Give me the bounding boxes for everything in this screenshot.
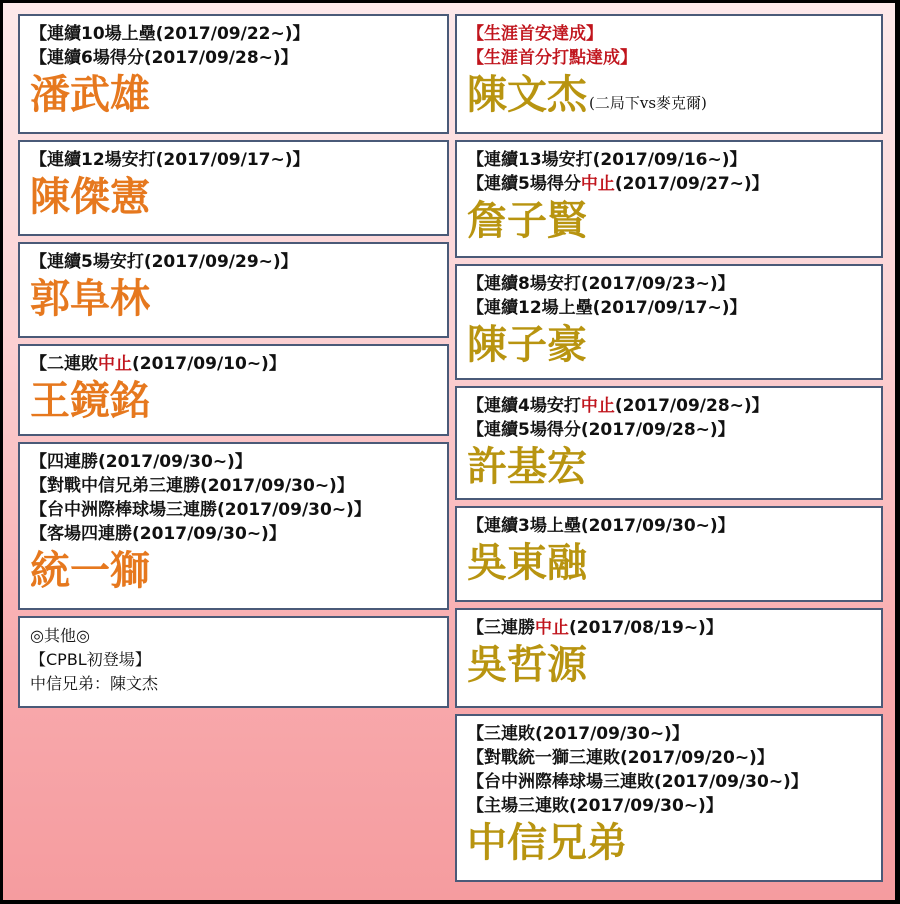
record-text: 【連續5場得分 — [467, 174, 581, 194]
record-card-wang-ching-ming — [18, 344, 449, 436]
record-line — [30, 352, 447, 376]
other-card — [18, 616, 449, 708]
record-card-chan-tzu-hsien — [455, 140, 883, 258]
record-line: 【連續5場得分(2017/09/28~)】 — [467, 420, 735, 440]
stopped-label: 中止 — [580, 174, 615, 194]
record-card-wu-tung-jung — [455, 506, 883, 602]
player-name: 陳傑憲 — [30, 174, 150, 220]
record-line: 【連續10場上壘(2017/09/22~)】 — [30, 24, 310, 44]
record-text: 【三連勝 — [467, 618, 535, 638]
record-card-uni-lions — [18, 442, 449, 610]
record-line: 【連續6場得分(2017/09/28~)】 — [30, 48, 298, 68]
player-name: 郭阜林 — [30, 276, 150, 322]
player-name: 潘武雄 — [30, 72, 150, 118]
player-note: (二局下vs麥克爾) — [589, 94, 707, 112]
record-card-kuo-fu-lin — [18, 242, 449, 338]
record-line: 【四連勝(2017/09/30~)】 — [30, 452, 252, 472]
record-line: 【三連敗(2017/09/30~)】 — [467, 724, 689, 744]
record-line: 【主場三連敗(2017/09/30~)】 — [467, 796, 723, 816]
player-name: 詹子賢 — [467, 198, 587, 244]
record-line: 【連續8場安打(2017/09/23~)】 — [467, 274, 735, 294]
player-name: 吳哲源 — [467, 642, 587, 688]
record-line: 【台中洲際棒球場三連勝(2017/09/30~)】 — [30, 500, 371, 520]
debut-player: 中信兄弟：陳文杰 — [30, 674, 159, 693]
stopped-label: 中止 — [535, 618, 569, 638]
record-line — [467, 616, 881, 640]
record-line — [467, 394, 881, 418]
record-card-ctbc-brothers — [455, 714, 883, 882]
record-line — [467, 172, 881, 196]
record-line: 【連續12場上壘(2017/09/17~)】 — [467, 298, 747, 318]
record-card-chen-wen-chieh — [455, 14, 883, 134]
record-text: (2017/09/27~)】 — [614, 174, 769, 194]
record-text: (2017/08/19~)】 — [569, 618, 723, 638]
player-name: 許基宏 — [467, 444, 587, 490]
record-text: (2017/09/10~)】 — [132, 354, 286, 374]
record-card-wu-che-yuan — [455, 608, 883, 708]
record-line: 【連續3場上壘(2017/09/30~)】 — [467, 516, 735, 536]
record-line: 【對戰中信兄弟三連勝(2017/09/30~)】 — [30, 476, 354, 496]
record-text: (2017/09/28~)】 — [614, 396, 769, 416]
record-line: 【客場四連勝(2017/09/30~)】 — [30, 524, 286, 544]
record-line: 【連續12場安打(2017/09/17~)】 — [30, 150, 310, 170]
record-line: 【生涯首分打點達成】 — [467, 48, 637, 68]
record-line: 【對戰統一獅三連敗(2017/09/20~)】 — [467, 748, 774, 768]
record-line: 【連續13場安打(2017/09/16~)】 — [467, 150, 747, 170]
team-name: 統一獅 — [30, 548, 150, 594]
record-card-hsu-chi-hung — [455, 386, 883, 500]
player-name: 陳文杰 — [467, 72, 587, 118]
player-name: 陳子豪 — [467, 322, 587, 368]
stopped-label: 中止 — [580, 396, 615, 416]
record-card-chen-tzu-hao — [455, 264, 883, 380]
record-text: 【連續4場安打 — [467, 396, 581, 416]
team-name: 中信兄弟 — [467, 820, 627, 866]
stopped-label: 中止 — [98, 354, 132, 374]
record-line: 【台中洲際棒球場三連敗(2017/09/30~)】 — [467, 772, 808, 792]
debut-heading: 【CPBL初登場】 — [30, 650, 151, 669]
player-name: 吳東融 — [467, 540, 587, 586]
record-board — [3, 3, 895, 900]
record-text: 【二連敗 — [30, 354, 98, 374]
other-heading: ◎其他◎ — [30, 626, 90, 645]
player-name: 王鏡銘 — [30, 378, 150, 424]
player-name-row — [467, 70, 881, 128]
record-card-chen-chieh-hsien — [18, 140, 449, 236]
record-card-pan-wu-hsiung — [18, 14, 449, 134]
record-line: 【生涯首安達成】 — [467, 24, 603, 44]
record-line: 【連續5場安打(2017/09/29~)】 — [30, 252, 298, 272]
